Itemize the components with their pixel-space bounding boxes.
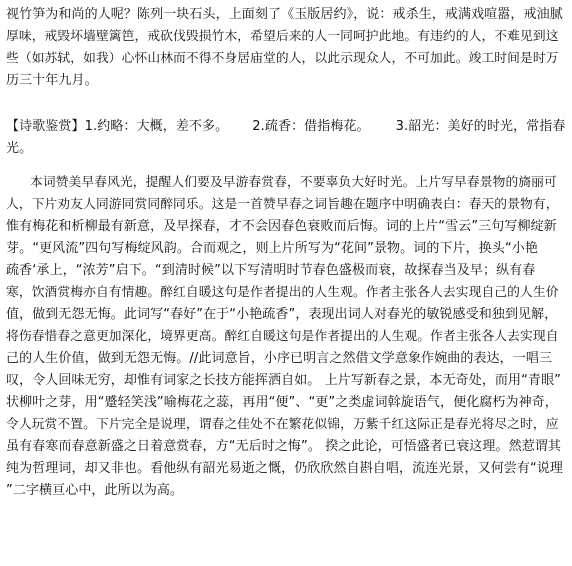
appreciation-line-7: 值，做到无怨无悔。此词写“春好”在于“小艳疏香”，表现出词人对春光的敏锐感受和独到见解，: [6, 307, 558, 322]
appreciation-line-2: 人，下片劝友人同游同赏同醉同乐。这是一首赞早春之词旨趣在题序中明确表白：春天的景物有，: [6, 197, 559, 212]
notes-line-2: 光。: [6, 141, 33, 156]
appreciation-line-4: 芽。“更风流”四句写梅绽风韵。合而观之，则上片所写为“花间”景物。词的下片，换头“小艳: [6, 241, 538, 256]
note-item-1: 1.约略：大概，差不多。: [84, 119, 229, 134]
translation-line-2: 厚味，戒毁坏墙壁篱笆，戒砍伐毁损竹木，希望后来的人一同呵护此地。有违约的人，不难见到这: [6, 29, 559, 44]
appreciation-line-9: 己的人生价值，做到无怨无悔。//此词意旨，小序已明言之然借文学意象作婉曲的表达，一唱三: [6, 351, 553, 366]
appreciation-line-1: 本词赞美早春风光，提醒人们要及早游春赏春，不要辜负大好时光。上片写早春景物的旖丽可: [30, 175, 557, 190]
appreciation-line-6: 寒，饮酒赏梅亦自有情趣。醉红自暖这句是作者提出的人生观。作者主张各人去实现自己的人生价: [6, 285, 559, 300]
appreciation-line-8: 将伤春惜春之意更加深化，境界更高。醉红自暖这句是作者提出的人生观。作者主张各人去实现自: [6, 329, 559, 344]
appreciation-line-11: 状柳叶之芽，用“蹙轻笑浅”喻梅花之蕊，再用“便”、“更”之类虚词斡旋语气，便化腐朽为神奇，: [6, 395, 558, 410]
notes-line-1: [6, 116, 565, 138]
notes-bracket-close: 】: [71, 119, 85, 134]
translation-line-1: 视竹笋为和尚的人呢？陈列一块石头，上面刻了《玉版居约》，说：戒杀生，戒满戏喧嚣，戒油腻: [6, 7, 563, 22]
note-item-2: 2.疏香：借指梅花。: [252, 119, 370, 134]
note-item-3: 3.韶光：美好的时光，常指春: [395, 119, 566, 134]
appreciation-line-13: 虽有春寒而春意新盛之日着意赏春，方“无后时之悔”。 揆之此论，可悟盛者已衰这理。然惹谓其: [6, 439, 562, 454]
notes-heading: 诗歌鉴赏: [19, 119, 72, 134]
appreciation-line-10: 叹，令人回味无穷，却惟有词家之长技方能挥洒自如。 上片写新春之景，本无奇处，而用“青眼”: [6, 373, 562, 388]
appreciation-line-15: ”二字横亘心中，此所以为高。: [6, 483, 184, 498]
appreciation-line-14: 纯为哲理词，却又非也。看他纵有韶光易逝之慨，仍欣欣然自斟自唱，流连光景，又何尝有“说理: [6, 461, 564, 476]
appreciation-line-12: 令人玩赏不置。下片完全是说理，谓春之佳处不在繁花似锦，万紫千红这际正是春光将尽之时，应: [6, 417, 559, 432]
appreciation-line-5: 疏香‘承上，“浓芳”启下。“到清时候”以下写清明时节春色盛极而衰，故探春当及早；纵有春: [6, 263, 536, 278]
notes-bracket-open: 【: [6, 119, 20, 134]
translation-line-4: 历三十年九月。: [6, 73, 98, 88]
translation-line-3: 些（如苏轼，如我）心怀山林而不得不身居庙堂的人，以此示现众人，不可加此。竣工时间是时万: [6, 51, 559, 66]
appreciation-line-3: 惟有梅花和析柳最有新意，及早探春，才不会因春色衰败而后悔。词的上片“雪云”三句写柳绽新: [6, 219, 557, 234]
